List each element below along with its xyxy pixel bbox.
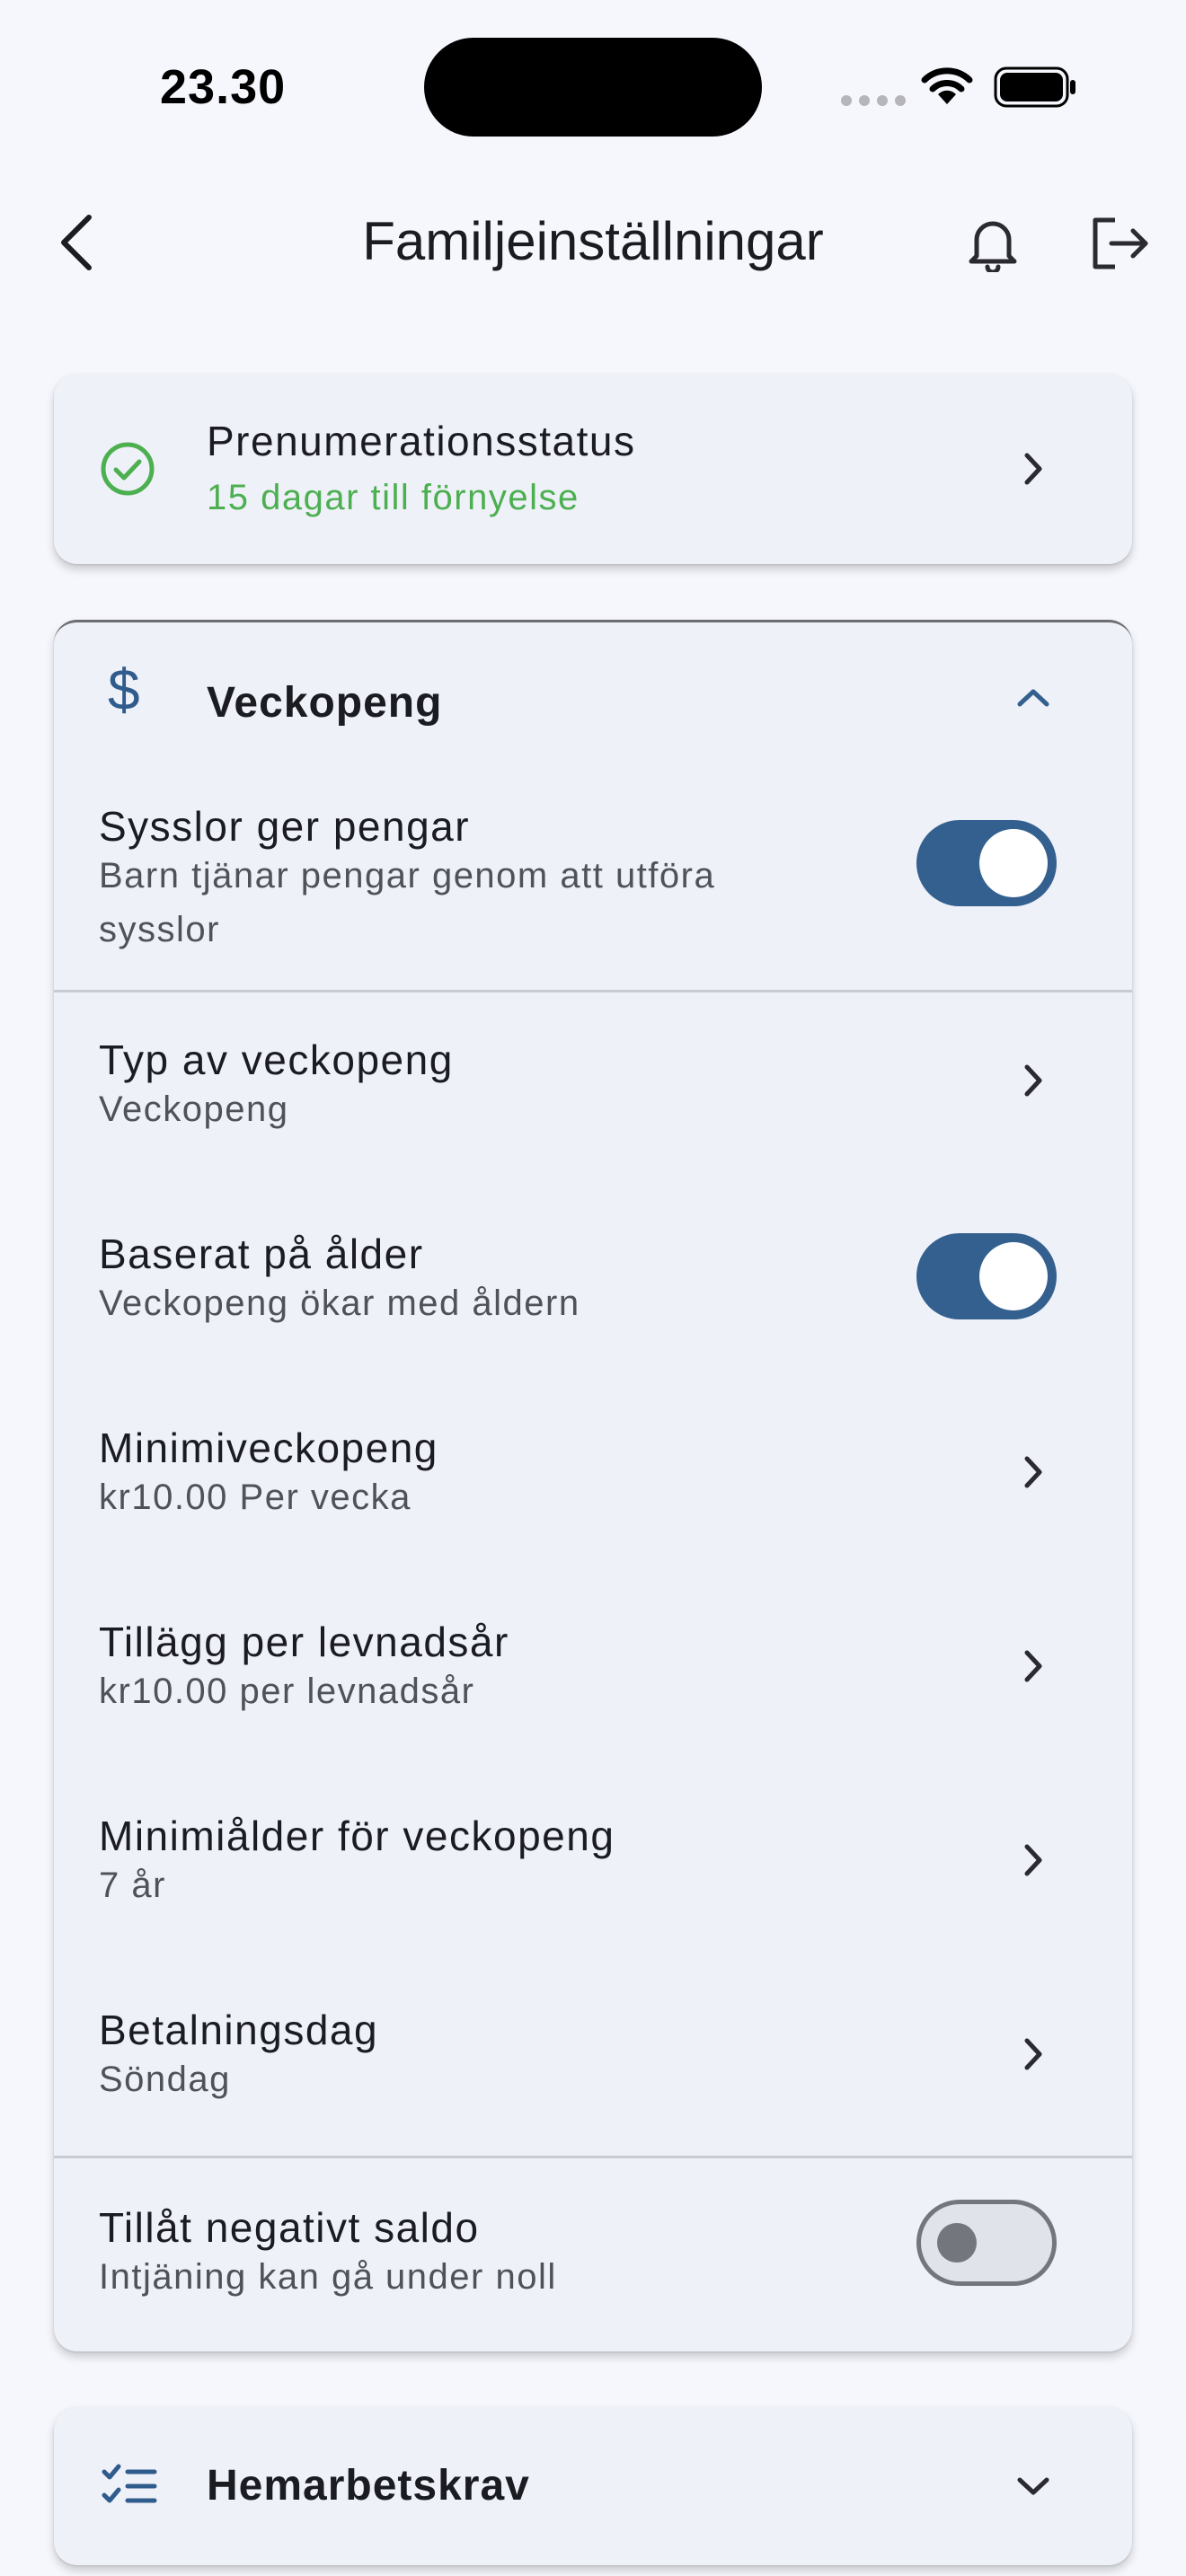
row-title: Tillägg per levnadsår xyxy=(99,1619,509,1665)
subscription-title: Prenumerationsstatus xyxy=(207,418,636,464)
chevron-right-icon xyxy=(1015,1648,1051,1684)
row-subtitle: kr10.00 per levnadsår xyxy=(99,1672,475,1711)
subscription-renewal-text: 15 dagar till förnyelse xyxy=(207,478,580,517)
row-subtitle: Barn tjänar pengar genom att utföra sysslor xyxy=(99,856,716,949)
status-bar xyxy=(0,0,1186,171)
row-subtitle: kr10.00 Per vecka xyxy=(99,1478,412,1517)
row-subtitle: 7 år xyxy=(99,1866,166,1905)
check-circle-icon xyxy=(99,440,156,498)
chores-requirements-section[interactable] xyxy=(54,2407,1132,2565)
age-based-toggle[interactable] xyxy=(916,1233,1057,1319)
allowance-section-title: Veckopeng xyxy=(207,679,443,727)
chevron-down-icon xyxy=(1015,2468,1051,2504)
chevron-right-icon xyxy=(1015,2036,1051,2072)
subscription-status-card[interactable] xyxy=(54,374,1132,564)
row-title: Sysslor ger pengar xyxy=(99,803,471,850)
chevron-up-icon xyxy=(1015,680,1051,716)
row-title: Tillåt negativt saldo xyxy=(99,2204,480,2251)
status-time: 23.30 xyxy=(160,60,287,114)
row-title: Minimiveckopeng xyxy=(99,1425,438,1471)
notifications-button[interactable] xyxy=(961,212,1024,275)
logout-button[interactable] xyxy=(1085,212,1154,275)
battery-icon xyxy=(994,66,1078,108)
chevron-right-icon xyxy=(1015,1063,1051,1098)
allowance-type-row[interactable] xyxy=(54,1036,1132,1143)
navigation-bar xyxy=(0,189,1186,296)
allow-negative-balance-toggle[interactable] xyxy=(916,2200,1057,2286)
row-title: Minimiålder för veckopeng xyxy=(99,1813,615,1859)
allowance-section xyxy=(54,620,1132,2351)
chores-earn-money-toggle[interactable] xyxy=(916,820,1057,906)
row-subtitle: Veckopeng ökar med åldern xyxy=(99,1284,580,1323)
dynamic-island xyxy=(424,38,762,137)
page-title: Familjeinställningar xyxy=(362,211,824,271)
cellular-signal-icon xyxy=(841,95,906,106)
chores-section-title: Hemarbetskrav xyxy=(207,2462,530,2510)
age-based-row[interactable] xyxy=(54,1230,1132,1337)
increment-per-year-row[interactable] xyxy=(54,1618,1132,1725)
row-subtitle: Söndag xyxy=(99,2060,231,2099)
row-subtitle: Intjäning kan gå under noll xyxy=(99,2257,557,2297)
row-subtitle: Veckopeng xyxy=(99,1090,289,1129)
divider xyxy=(54,2156,1132,2158)
minimum-age-row[interactable] xyxy=(54,1812,1132,1919)
chevron-right-icon xyxy=(1015,1842,1051,1878)
wifi-icon xyxy=(920,65,974,106)
chores-earn-money-row[interactable] xyxy=(54,802,1132,949)
payment-day-row[interactable] xyxy=(54,2006,1132,2113)
row-title: Baserat på ålder xyxy=(99,1231,424,1277)
chevron-right-icon xyxy=(1015,451,1051,487)
allow-negative-balance-row[interactable] xyxy=(54,2203,1132,2311)
bell-icon xyxy=(968,215,1018,272)
logout-icon xyxy=(1088,215,1151,272)
dollar-icon: $ xyxy=(108,657,140,722)
row-title: Betalningsdag xyxy=(99,2007,379,2053)
checklist-icon xyxy=(101,2463,158,2510)
divider xyxy=(54,990,1132,992)
allowance-section-header[interactable] xyxy=(54,622,1132,775)
chevron-right-icon xyxy=(1015,1454,1051,1490)
minimum-allowance-row[interactable] xyxy=(54,1424,1132,1531)
row-title: Typ av veckopeng xyxy=(99,1037,454,1083)
